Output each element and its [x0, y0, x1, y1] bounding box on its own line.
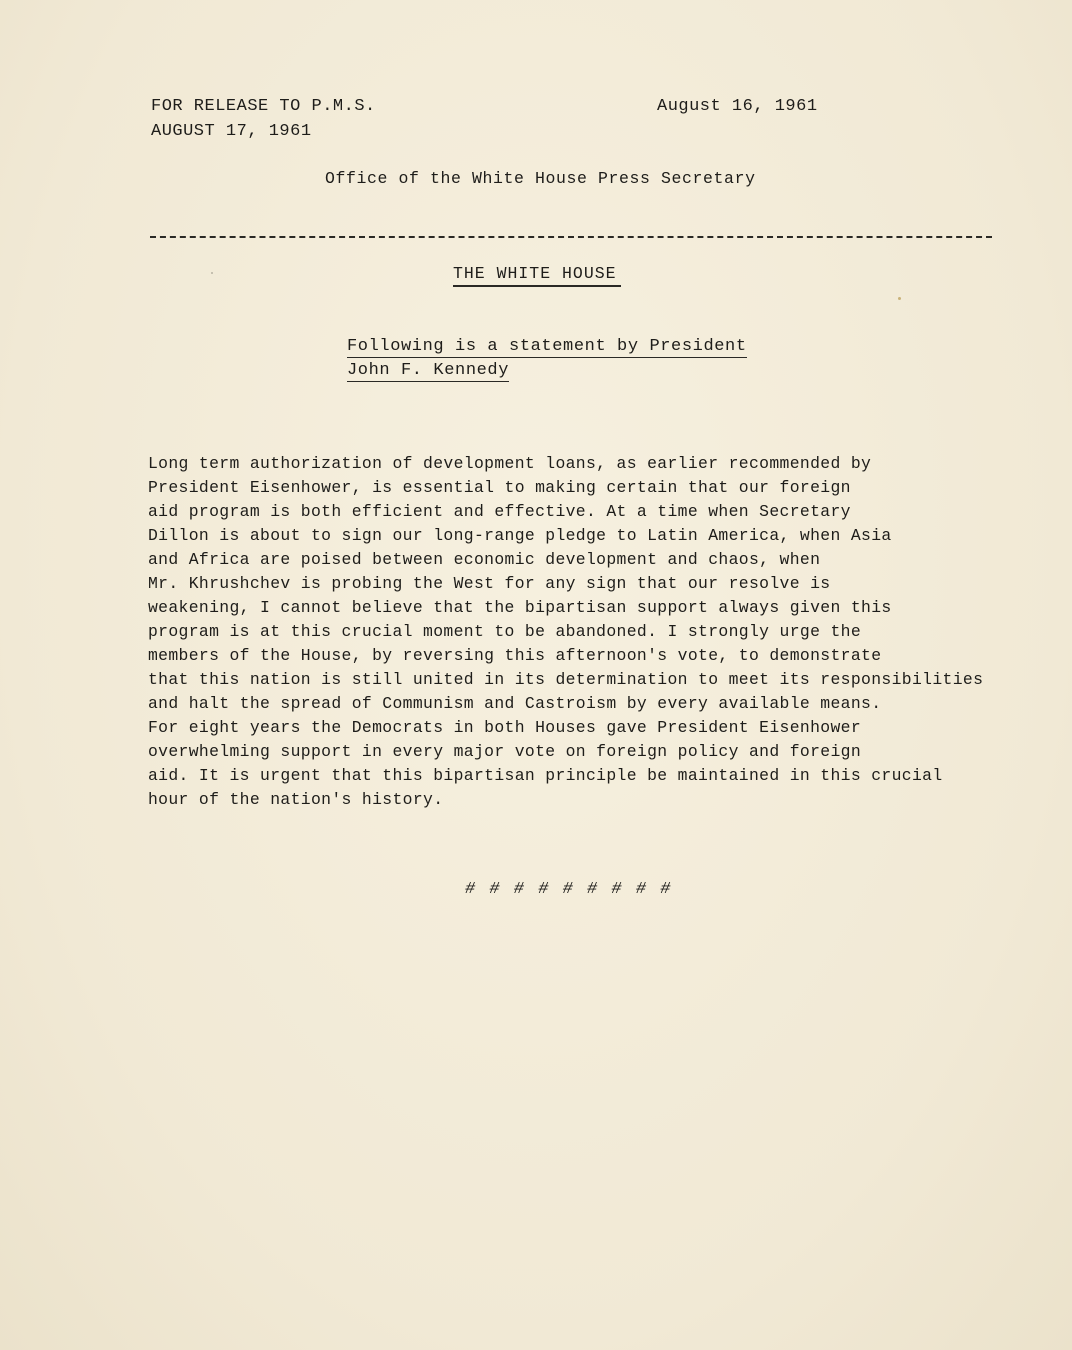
body-line: program is at this crucial moment to be abandoned. I strongly urge the — [148, 622, 862, 641]
dashed-divider — [150, 236, 992, 238]
body-line: Dillon is about to sign our long-range pledge to Latin America, when Asia — [148, 526, 892, 545]
body-line: Mr. Khrushchev is probing the West for any sign that our resolve is — [148, 574, 831, 593]
body-line: weakening, I cannot believe that the bipartisan support always given this — [148, 598, 892, 617]
body-line: and halt the spread of Communism and Castroism by every available means. — [148, 694, 882, 713]
statement-intro-line-1: Following is a statement by President — [347, 337, 747, 356]
issue-date: August 16, 1961 — [657, 97, 818, 116]
body-line: President Eisenhower, is essential to making certain that our foreign — [148, 478, 851, 497]
body-line: For eight years the Democrats in both Houses gave President Eisenhower — [148, 718, 862, 737]
body-line: and Africa are poised between economic development and chaos, when — [148, 550, 821, 569]
release-instruction: FOR RELEASE TO P.M.S. — [151, 97, 376, 116]
body-line: Long term authorization of development loans, as earlier recommended by — [148, 454, 872, 473]
paper-speck — [211, 272, 213, 274]
body-line: that this nation is still united in its determination to meet its responsibilities — [148, 670, 984, 689]
office-line: Office of the White House Press Secretary — [325, 169, 756, 188]
statement-intro-line-2: John F. Kennedy — [347, 361, 510, 380]
page-title: THE WHITE HOUSE — [453, 264, 621, 287]
body-line: hour of the nation's history. — [148, 790, 444, 809]
body-line: aid. It is urgent that this bipartisan principle be maintained in this crucial — [148, 766, 943, 785]
end-mark: # # # # # # # # # — [465, 880, 673, 899]
body-line: members of the House, by reversing this afternoon's vote, to demonstrate — [148, 646, 882, 665]
body-line: overwhelming support in every major vote on foreign policy and foreign — [148, 742, 862, 761]
release-date: AUGUST 17, 1961 — [151, 122, 312, 141]
statement-body — [148, 452, 984, 812]
paper-speck — [898, 297, 901, 300]
body-line: aid program is both efficient and effective. At a time when Secretary — [148, 502, 851, 521]
